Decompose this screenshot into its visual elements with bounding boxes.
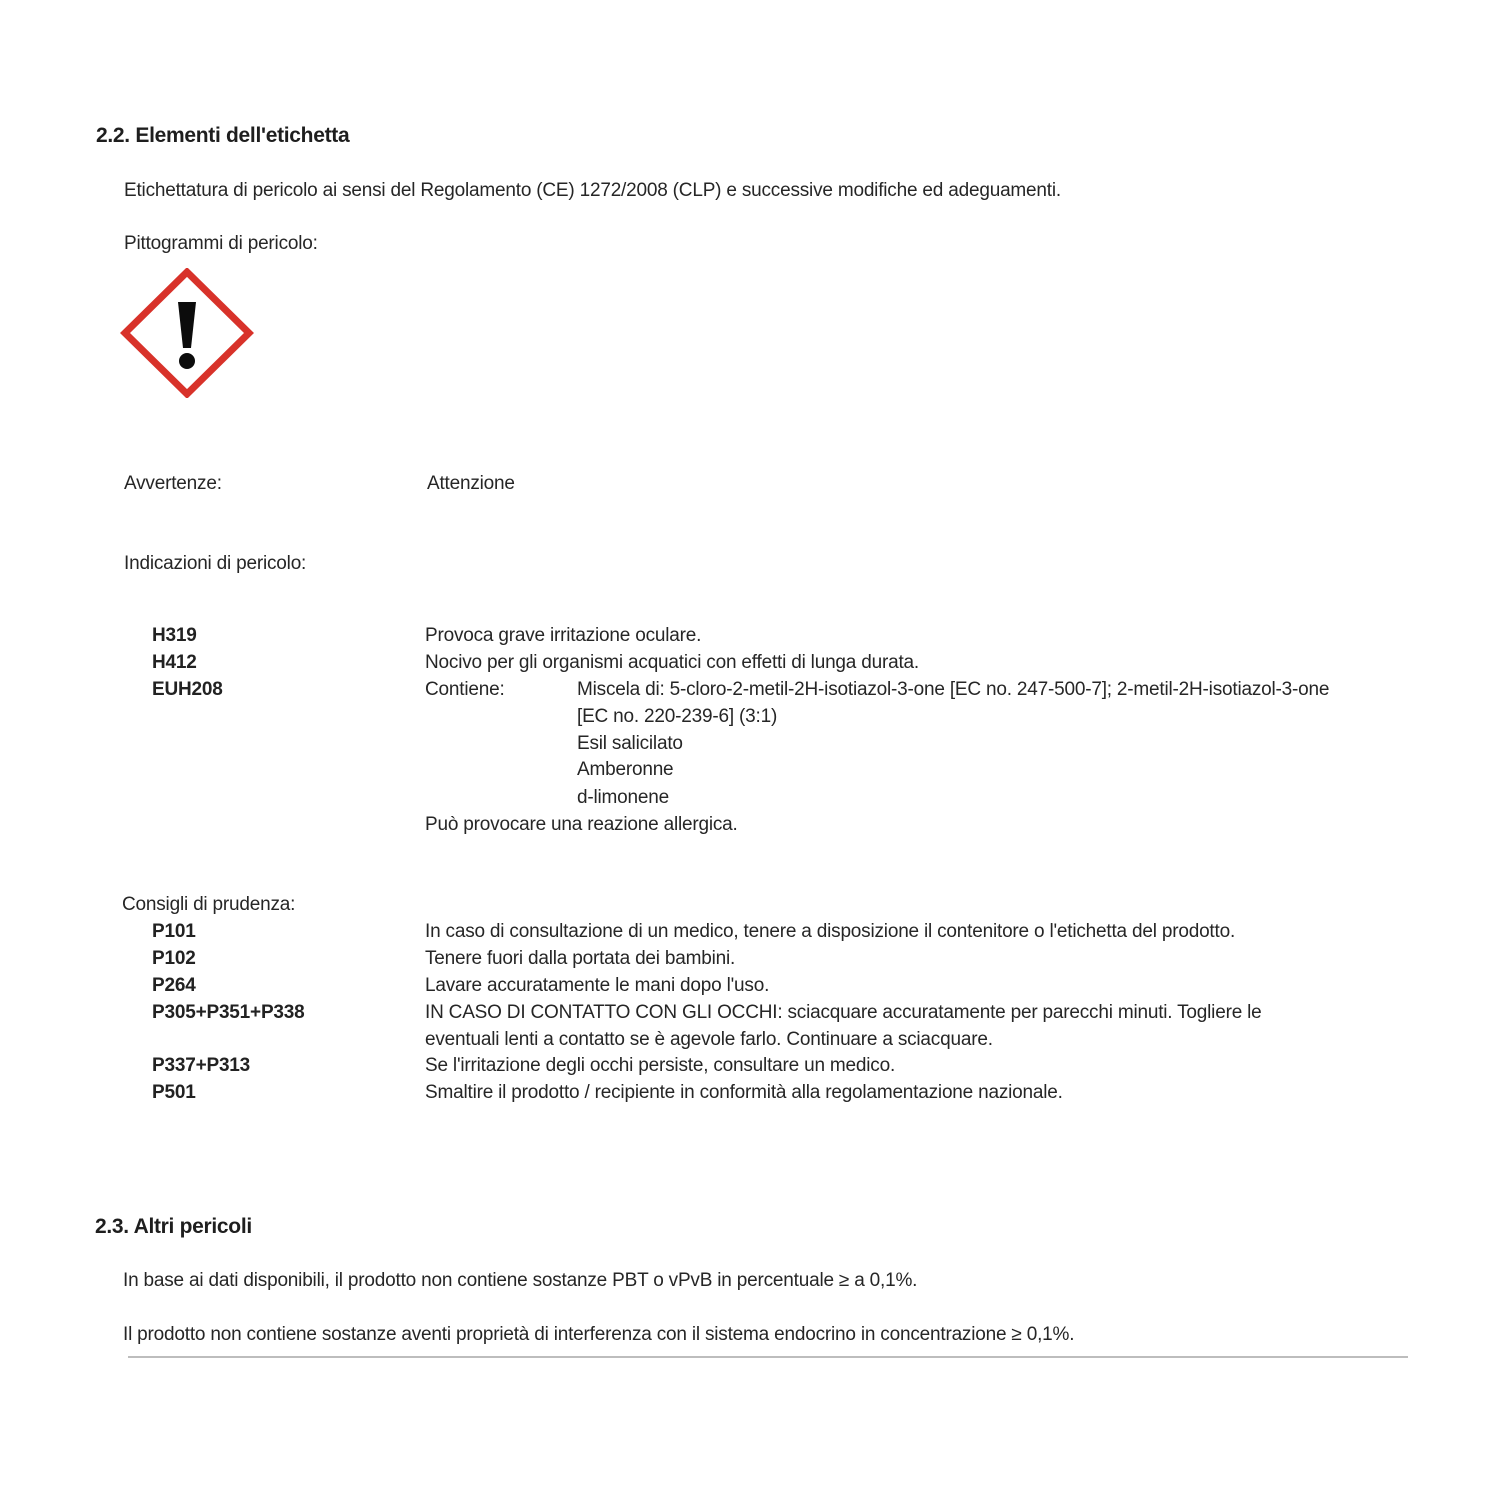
- hazard-code: EUH208: [152, 679, 223, 700]
- precautionary-code: P337+P313: [152, 1055, 251, 1076]
- hazard-text: Provoca grave irritazione oculare.: [425, 625, 702, 646]
- precautionary-text: In caso di consultazione di un medico, tenere a disposizione il contenitore o l'etichetta del prodotto.: [425, 921, 1236, 942]
- pbt-vpvb-text: In base ai dati disponibili, il prodotto non contiene sostanze PBT o vPvB in percentuale ≥ a 0,1%.: [123, 1270, 918, 1291]
- hazard-code: H412: [152, 652, 197, 673]
- precautionary-code: P102: [152, 948, 196, 969]
- section-2-2-heading: 2.2. Elementi dell'etichetta: [96, 124, 350, 147]
- section-2-3-heading: 2.3. Altri pericoli: [95, 1215, 252, 1238]
- pictograms-label: Pittogrammi di pericolo:: [124, 233, 318, 254]
- precautionary-code: P264: [152, 975, 196, 996]
- signal-word-label: Avvertenze:: [124, 473, 222, 494]
- endocrine-text: Il prodotto non contiene sostanze aventi proprietà di interferenza con il sistema endocrino in concentrazione ≥ 0,1%.: [123, 1324, 1075, 1345]
- precautionary-text: Tenere fuori dalla portata dei bambini.: [425, 948, 736, 969]
- hazard-statements-label: Indicazioni di pericolo:: [124, 553, 307, 574]
- precautionary-text: Smaltire il prodotto / recipiente in conformità alla regolamentazione nazionale.: [425, 1082, 1063, 1103]
- clp-intro-text: Etichettatura di pericolo ai sensi del Regolamento (CE) 1272/2008 (CLP) e successive modifiche ed adeguamenti.: [124, 180, 1061, 201]
- hazard-code: H319: [152, 625, 197, 646]
- hazard-text: Nocivo per gli organismi acquatici con effetti di lunga durata.: [425, 652, 919, 673]
- hazard-text: Può provocare una reazione allergica.: [425, 814, 738, 835]
- precautionary-code: P101: [152, 921, 196, 942]
- precautionary-label: Consigli di prudenza:: [122, 894, 296, 915]
- substance-line: Esil salicilato: [577, 733, 683, 754]
- precautionary-text: Se l'irritazione degli occhi persiste, consultare un medico.: [425, 1055, 896, 1076]
- substance-line: Miscela di: 5-cloro-2-metil-2H-isotiazol-3-one [EC no. 247-500-7]; 2-metil-2H-isotiazol-3-one: [577, 679, 1330, 700]
- precautionary-code: P501: [152, 1082, 196, 1103]
- substance-line: [EC no. 220-239-6] (3:1): [577, 706, 778, 727]
- substance-line: Amberonne: [577, 759, 674, 780]
- contains-label: Contiene:: [425, 679, 505, 700]
- precautionary-code: P305+P351+P338: [152, 1002, 305, 1023]
- substance-line: d-limonene: [577, 787, 669, 808]
- precautionary-text: IN CASO DI CONTATTO CON GLI OCCHI: sciacquare accuratamente per parecchi minuti. Togliere le: [425, 1002, 1262, 1023]
- precautionary-text: eventuali lenti a contatto se è agevole farlo. Continuare a sciacquare.: [425, 1029, 993, 1050]
- ghs07-exclamation-mark-icon: [120, 268, 254, 398]
- signal-word-value: Attenzione: [427, 473, 515, 494]
- precautionary-text: Lavare accuratamente le mani dopo l'uso.: [425, 975, 770, 996]
- section-divider: [128, 1356, 1408, 1358]
